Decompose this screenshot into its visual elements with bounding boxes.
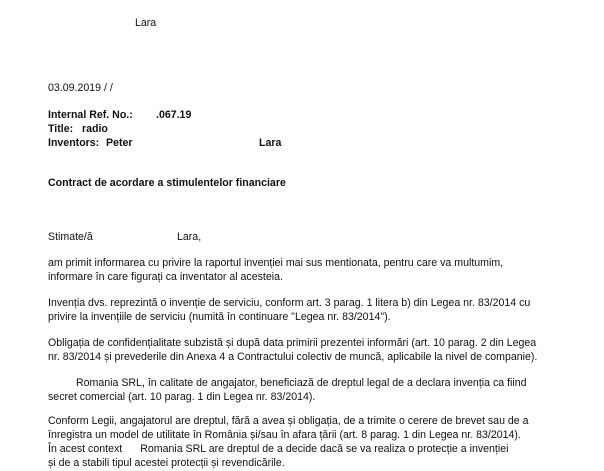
paragraph-line: înregistra un model de utilitate în România și/sau în afara țării (art. 8 parag. 1 din Legea nr. 83/2014). [48, 429, 521, 441]
paragraph-line: privire la invențiile de serviciu (numită în continuare "Legea nr. 83/2014"). [48, 311, 391, 323]
letter-subject: Contract de acordare a stimulentelor financiare [48, 177, 286, 189]
paragraph-line: Obligația de confidențialitate subzistă și după data primirii prezentei informări (art. 10 parag. 2 din Legea [48, 337, 537, 349]
inventors-label: Inventors: [48, 137, 100, 149]
paragraph-line [48, 442, 548, 456]
paragraph-5 [48, 414, 548, 470]
salutation-prefix: Stimate/ă [48, 231, 93, 243]
paragraph-line: Romania SRL, în calitate de angajator, beneficiază de dreptul legal de a declara invenția ca fiind [76, 377, 527, 389]
paragraph-1 [48, 256, 548, 284]
paragraph-line-start: În acest context [48, 443, 123, 455]
paragraph-line: nr. 83/2014 și prevederile din Anexa 4 a Contractului colectiv de muncă, aplicabile la nivel de companie). [48, 351, 538, 363]
paragraph-line: Conform Legii, angajatorul are dreptul, fără a avea și obligația, de a trimite o cerere de brevet sau de a [48, 415, 529, 427]
paragraph-line: informare în care figurați ca inventator al acesteia. [48, 271, 283, 283]
paragraph-line-rest: Romania SRL are dreptul de a decide dacă se va realiza o protecție a invenției [140, 443, 509, 455]
paragraph-line: Invenția dvs. reprezintă o invenție de serviciu, conform art. 3 parag. 1 litera b) din Legea nr. 83/2014 cu [48, 297, 531, 309]
inventors-first-name: Peter [106, 137, 133, 149]
letter-date: 03.09.2019 / / [48, 82, 113, 94]
title-value: radio [82, 123, 108, 135]
paragraph-4 [48, 376, 548, 404]
paragraph-2 [48, 296, 548, 324]
internal-ref-value: .067.19 [156, 109, 192, 121]
salutation-name: Lara, [177, 231, 202, 243]
recipient-name: Lara [135, 17, 157, 29]
inventors-second-name: Lara [259, 137, 282, 149]
paragraph-3 [48, 336, 548, 364]
paragraph-line: și de a stabili tipul acestei protecții și revendicările. [48, 457, 285, 469]
title-label: Title: [48, 123, 74, 135]
internal-ref-label: Internal Ref. No.: [48, 109, 133, 121]
paragraph-line: secret comercial (art. 10 parag. 1 din Legea nr. 83/2014). [48, 391, 316, 403]
paragraph-line: am primit informarea cu privire la raportul invenției mai sus mentionata, pentru care va multumim, [48, 257, 504, 269]
